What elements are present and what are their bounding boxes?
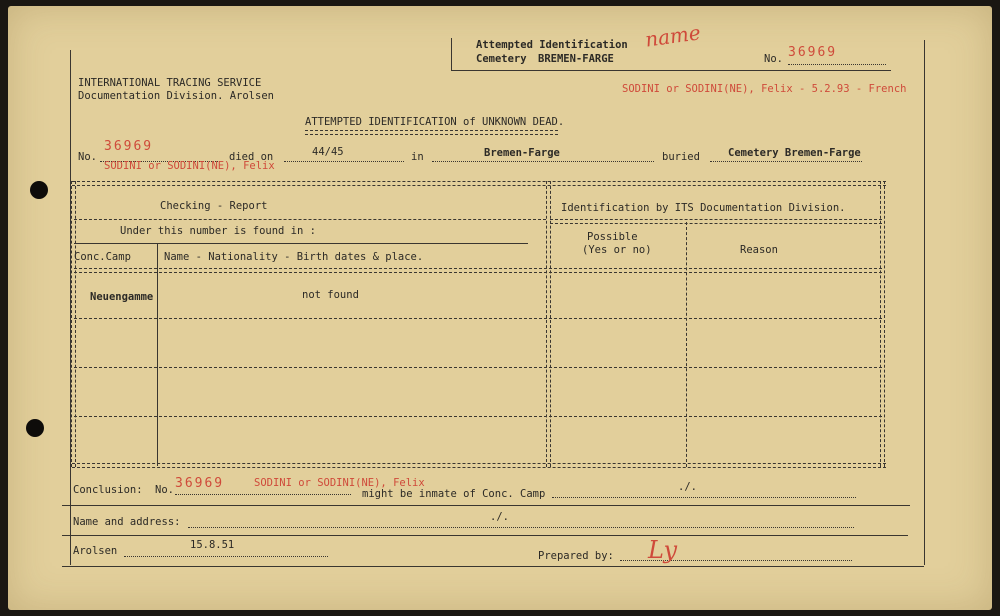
under-number-rule bbox=[74, 243, 528, 244]
header-handwritten-note: name bbox=[643, 20, 703, 52]
record-in-dots bbox=[432, 161, 654, 162]
prepared-by-initials: Ly bbox=[648, 536, 678, 564]
title-underline bbox=[305, 130, 558, 135]
conclusion-no-dots bbox=[175, 494, 351, 495]
footer-place: Arolsen bbox=[73, 545, 118, 557]
name-address-label: Name and address: bbox=[73, 516, 181, 528]
header-no-dots bbox=[788, 64, 886, 65]
col-reason-header: Reason bbox=[740, 244, 778, 256]
record-buried-value: Cemetery Bremen-Farge bbox=[728, 147, 861, 159]
subject-line: SODINI or SODINI(NE), Felix - 5.2.93 - French bbox=[622, 83, 907, 95]
document-title: ATTEMPTED IDENTIFICATION of UNKNOWN DEAD. bbox=[305, 116, 565, 128]
identification-header: Identification by ITS Documentation Division. bbox=[561, 202, 846, 214]
frame-bottom-line bbox=[62, 566, 924, 567]
header-box-cemetery-value: BREMEN-FARGE bbox=[538, 53, 614, 65]
punch-hole-bottom bbox=[26, 419, 44, 437]
conclusion-camp-dots bbox=[552, 497, 856, 498]
row1-conc-camp: Neuengamme bbox=[90, 291, 154, 303]
name-address-dots bbox=[188, 527, 854, 528]
prepared-by-label: Prepared by: bbox=[538, 550, 614, 562]
org-line1: INTERNATIONAL TRACING SERVICE bbox=[78, 77, 262, 89]
header-no-label: No. bbox=[764, 53, 783, 65]
frame-right-line bbox=[924, 40, 925, 565]
table-camp-divider bbox=[157, 244, 158, 466]
conclusion-label: Conclusion: bbox=[73, 484, 143, 496]
conclusion-no-value: 36969 bbox=[175, 476, 225, 491]
conclusion-rule bbox=[62, 505, 910, 506]
org-line2: Documentation Division. Arolsen bbox=[78, 90, 274, 102]
name-address-rule bbox=[62, 535, 908, 536]
col-conc-camp-header: Conc.Camp bbox=[74, 251, 131, 263]
record-died-value: 44/45 bbox=[312, 146, 344, 158]
punch-hole-top bbox=[30, 181, 48, 199]
record-died-label: died on bbox=[229, 151, 274, 163]
checking-report-header: Checking - Report bbox=[160, 200, 268, 212]
footer-date-dots bbox=[124, 556, 328, 557]
row-divider-1 bbox=[74, 318, 882, 319]
record-in-value: Bremen-Farge bbox=[484, 147, 560, 159]
header-box-cemetery-label: Cemetery bbox=[476, 53, 527, 65]
conclusion-no-label: No. bbox=[155, 484, 174, 496]
record-name-under: SODINI or SODINI(NE), Felix bbox=[104, 160, 275, 172]
conclusion-name: SODINI or SODINI(NE), Felix bbox=[254, 477, 425, 489]
table-header-rule bbox=[74, 268, 882, 273]
checking-header-rule bbox=[74, 219, 546, 220]
header-box-bottom bbox=[451, 70, 891, 71]
record-no-label: No. bbox=[78, 151, 97, 163]
footer-date: 15.8.51 bbox=[190, 539, 235, 551]
table-reason-divider bbox=[686, 222, 687, 467]
header-box-line1: Attempted Identification bbox=[476, 39, 628, 51]
col-possible-header-1: Possible bbox=[587, 231, 638, 243]
col-possible-header-2: (Yes or no) bbox=[582, 244, 652, 256]
table-bottom-border bbox=[72, 463, 886, 468]
record-buried-label: buried bbox=[662, 151, 700, 163]
row-divider-2 bbox=[74, 367, 882, 368]
table-left-border bbox=[71, 181, 76, 467]
table-top-border bbox=[72, 181, 886, 186]
header-no-value: 36969 bbox=[788, 45, 838, 60]
row1-result: not found bbox=[302, 289, 359, 301]
record-in-label: in bbox=[411, 151, 424, 163]
row-divider-3 bbox=[74, 416, 882, 417]
record-buried-dots bbox=[710, 161, 862, 162]
name-address-value: ./. bbox=[490, 511, 509, 523]
record-no-value: 36969 bbox=[104, 139, 154, 154]
conclusion-camp-value: ./. bbox=[678, 481, 697, 493]
header-box-left bbox=[451, 38, 452, 70]
identification-header-rule bbox=[550, 219, 882, 224]
record-died-dots bbox=[284, 161, 404, 162]
under-number-text: Under this number is found in : bbox=[120, 225, 316, 237]
col-name-header: Name - Nationality - Birth dates & place. bbox=[164, 251, 424, 263]
conclusion-text: might be inmate of Conc. Camp bbox=[362, 488, 546, 500]
